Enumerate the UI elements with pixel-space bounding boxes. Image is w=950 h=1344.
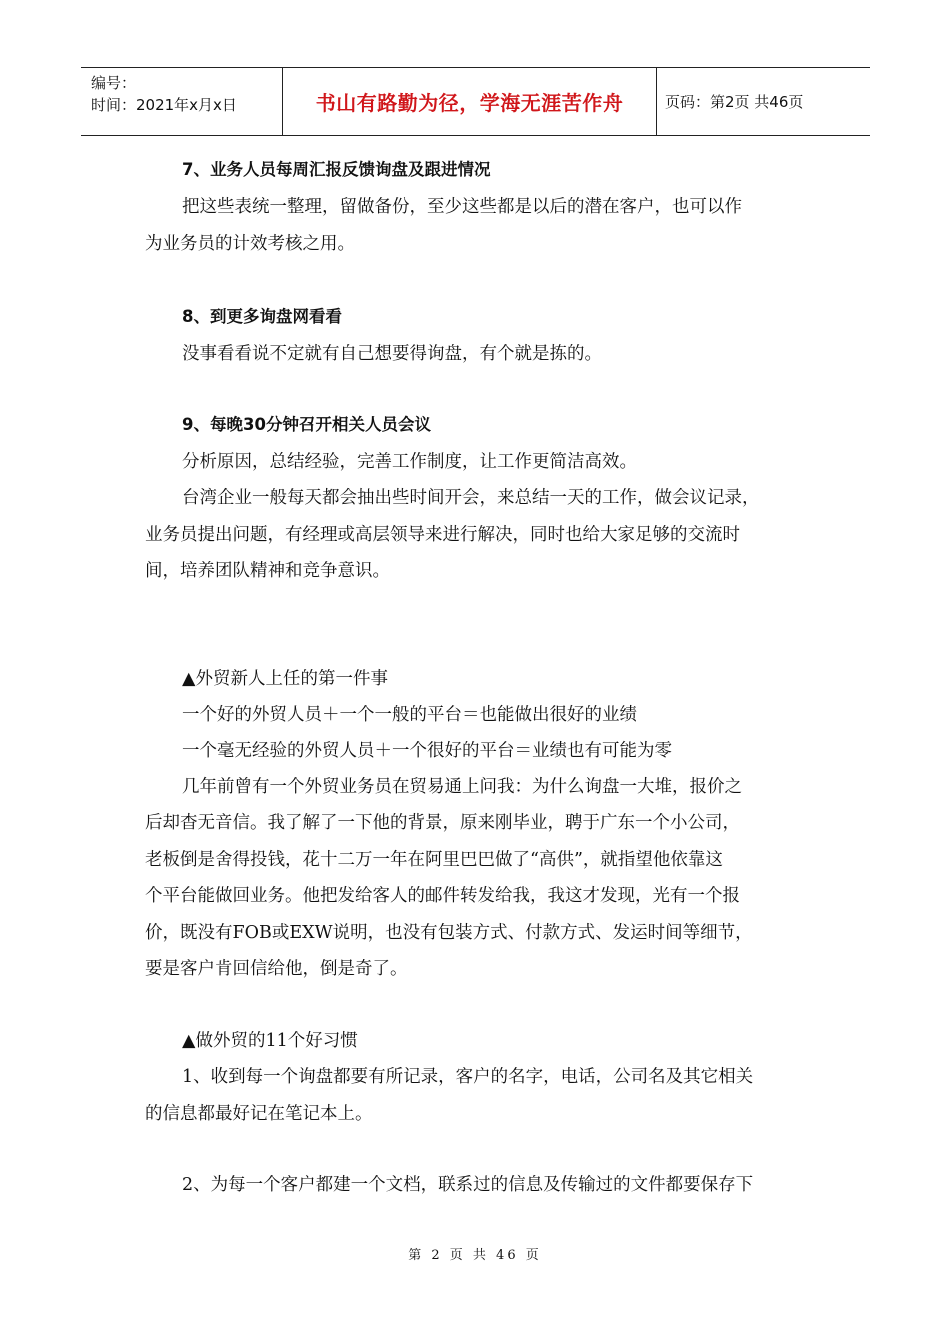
paragraph-line: 个平台能做回业务。他把发给客人的邮件转发给我，我这才发现，光有一个报 — [145, 886, 740, 906]
paragraph-line: 要是客户肯回信给他，倒是奇了。 — [145, 959, 408, 979]
paragraph-line: 间，培养团队精神和竞争意识。 — [145, 561, 390, 581]
paragraph-line: 2、为每一个客户都建一个文档，联系过的信息及传输过的文件都要保存下 — [182, 1175, 754, 1195]
header-meta — [81, 68, 283, 135]
page-header — [81, 67, 870, 136]
section-heading: ▲外贸新人上任的第一件事 — [182, 669, 388, 689]
section-title: 7、业务人员每周汇报反馈询盘及跟进情况 — [182, 160, 491, 179]
paragraph-line: 分析原因，总结经验，完善工作制度，让工作更简洁高效。 — [182, 452, 637, 472]
page-footer: 第 2 页 共 46 页 — [408, 1248, 542, 1263]
paragraph-line: 的信息都最好记在笔记本上。 — [145, 1104, 373, 1124]
date-label: 时间：2021年x月x日 — [91, 96, 237, 114]
paragraph-line: 业务员提出问题，有经理或高层领导来进行解决，同时也给大家足够的交流时 — [145, 525, 740, 545]
number-label: 编号： — [91, 74, 137, 92]
section-heading: ▲做外贸的11个好习惯 — [182, 1031, 358, 1051]
paragraph-line: 台湾企业一般每天都会抽出些时间开会，来总结一天的工作，做会议记录， — [182, 488, 760, 508]
paragraph-line: 老板倒是舍得投钱，花十二万一年在阿里巴巴做了“高供”，就指望他依靠这 — [145, 850, 723, 870]
section-title: 8、到更多询盘网看看 — [182, 307, 342, 326]
paragraph-line: 为业务员的计效考核之用。 — [145, 234, 355, 254]
paragraph-line: 一个毫无经验的外贸人员＋一个很好的平台＝业绩也有可能为零 — [182, 741, 672, 761]
paragraph-line: 后却杳无音信。我了解了一下他的背景，原来刚毕业，聘于广东一个小公司， — [145, 813, 740, 833]
section-title: 9、每晚30分钟召开相关人员会议 — [182, 415, 431, 434]
paragraph-line: 没事看看说不定就有自己想要得询盘，有个就是拣的。 — [182, 344, 602, 364]
paragraph-line: 价，既没有FOB或EXW说明，也没有包装方式、付款方式、发运时间等细节， — [145, 923, 753, 943]
header-motto: 书山有路勤为径，学海无涯苦作舟 — [283, 68, 657, 135]
paragraph-line: 一个好的外贸人员＋一个一般的平台＝也能做出很好的业绩 — [182, 705, 637, 725]
paragraph-line: 把这些表统一整理，留做备份，至少这些都是以后的潜在客户，也可以作 — [182, 197, 742, 217]
paragraph-line: 1、收到每一个询盘都要有所记录，客户的名字，电话，公司名及其它相关 — [182, 1067, 754, 1087]
header-page-info: 页码：第2页 共46页 — [665, 93, 804, 111]
paragraph-line: 几年前曾有一个外贸业务员在贸易通上问我：为什么询盘一大堆，报价之 — [182, 777, 742, 797]
